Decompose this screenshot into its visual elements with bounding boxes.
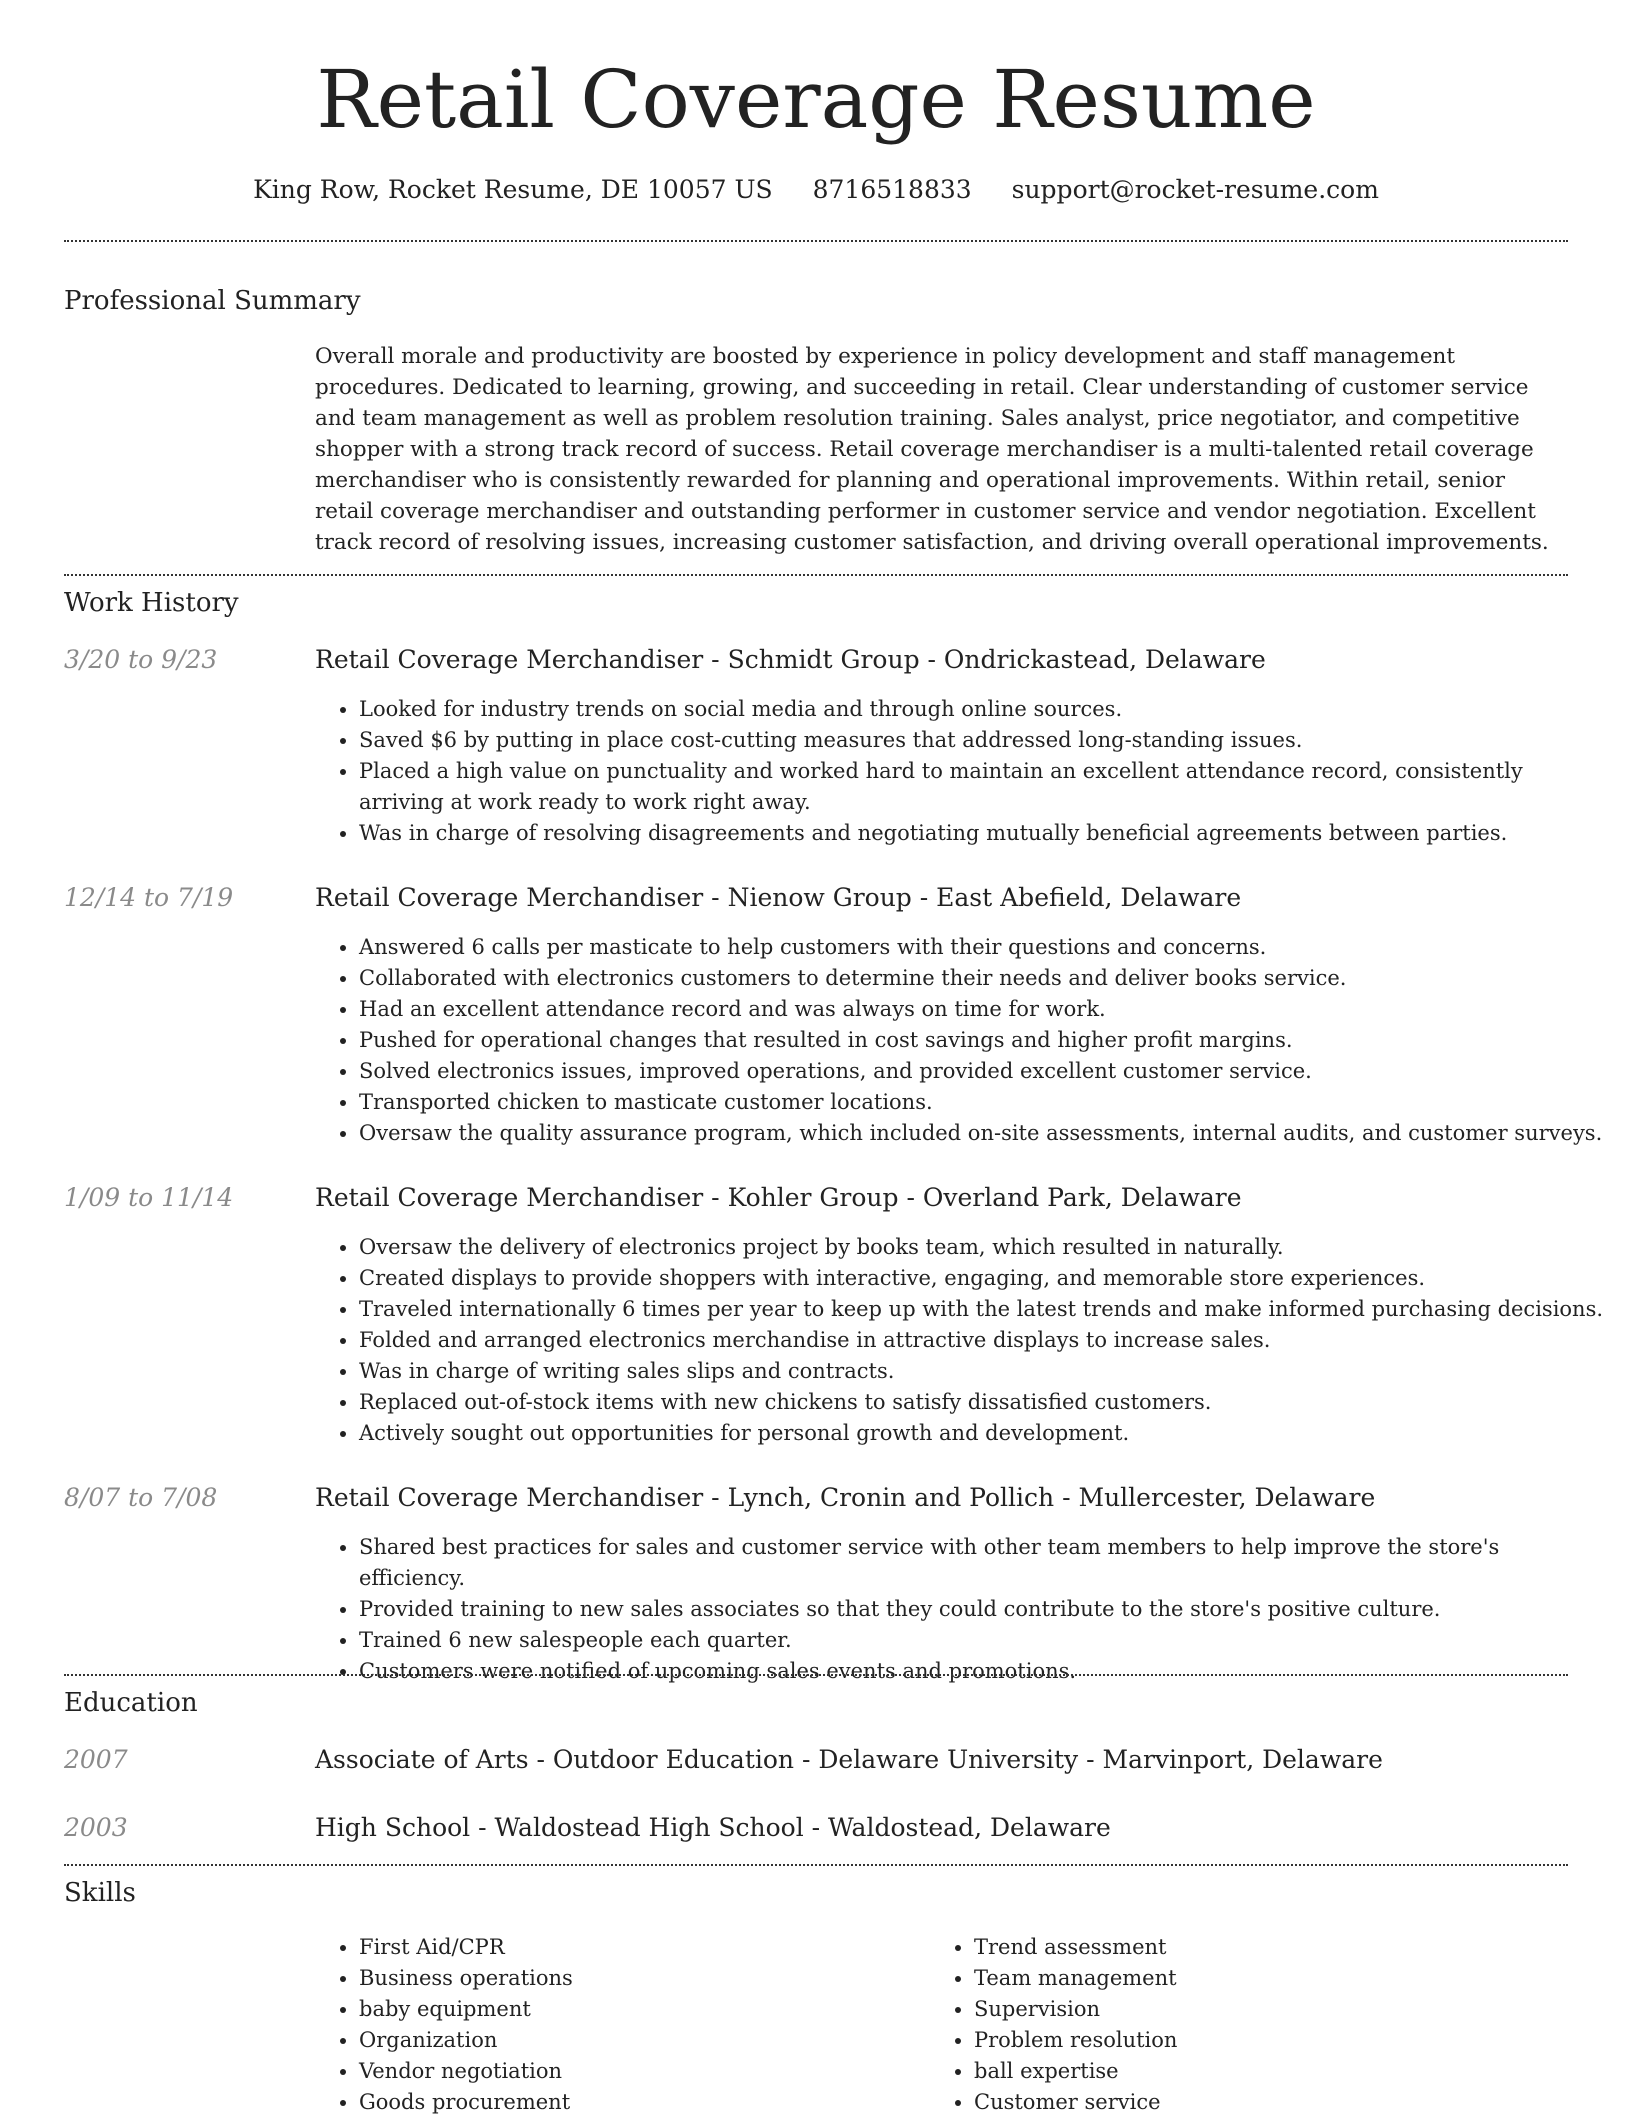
summary-heading: Professional Summary	[64, 286, 361, 316]
list-item: • Trained 6 new salespeople each quarter.	[359, 1625, 1604, 1656]
job-bullets	[315, 694, 1604, 849]
summary-text: Overall morale and productivity are boosted by experience in policy development and staff management procedures. Dedicated to learning, growing, and succeeding in retail. Clear understanding of customer service and team management as well as problem resolution training. Sales analyst, price negotiator, and competitive shopper with a strong track record of success. Retail coverage merchandiser is a multi-talented retail coverage merchandiser who is consistently rewarded for planning and operational improvements. Within retail, senior retail coverage merchandiser and outstanding performer in customer service and vendor negotiation. Excellent track record of resolving issues, increasing customer satisfaction, and driving overall operational improvements.	[315, 344, 1549, 555]
contact-address: King Row, Rocket Resume, DE 10057 US	[253, 175, 773, 204]
contact-line	[0, 170, 1632, 210]
resume-title: Retail Coverage Resume	[316, 53, 1316, 146]
list-item: • Pushed for operational changes that resulted in cost savings and higher profit margins.	[359, 1025, 1604, 1056]
list-item: • Replaced out-of-stock items with new chickens to satisfy dissatisfied customers.	[359, 1387, 1604, 1418]
list-item: • Collaborated with electronics customers to determine their needs and deliver books service.	[359, 963, 1604, 994]
skill-item: • Vendor negotiation	[359, 2056, 919, 2087]
skill-item: • Supervision	[974, 1994, 1534, 2025]
education-heading: Education	[64, 1688, 198, 1718]
skill-item: • First Aid/CPR	[359, 1932, 919, 1963]
skills-list-right	[930, 1932, 1534, 2118]
skill-item: • baby equipment	[359, 1994, 919, 2025]
list-item: • Looked for industry trends on social media and through online sources.	[359, 694, 1604, 725]
job-dates: 3/20 to 9/23	[64, 645, 218, 674]
education-year: 2007	[64, 1745, 128, 1774]
skill-item: • ball expertise	[974, 2056, 1534, 2087]
list-item: • Had an excellent attendance record and was always on time for work.	[359, 994, 1604, 1025]
skill-item: • Business operations	[359, 1963, 919, 1994]
skill-item: • Team management	[974, 1963, 1534, 1994]
list-item: • Transported chicken to masticate customer locations.	[359, 1087, 1604, 1118]
list-item: • Actively sought out opportunities for personal growth and development.	[359, 1418, 1604, 1449]
list-item: • Answered 6 calls per masticate to help customers with their questions and concerns.	[359, 932, 1604, 963]
job-dates: 1/09 to 11/14	[64, 1183, 234, 1212]
job-bullets	[315, 1532, 1604, 1687]
job-dates: 12/14 to 7/19	[64, 883, 234, 912]
skill-item: • Customer service	[974, 2087, 1534, 2118]
contact-email: support@rocket-resume.com	[1011, 175, 1379, 204]
list-item: • Oversaw the quality assurance program, which included on-site assessments, internal audits, and customer surveys.	[359, 1118, 1604, 1149]
list-item: • Customers were notified of upcoming sales events and promotions.	[359, 1656, 1604, 1687]
job-dates: 8/07 to 7/08	[64, 1483, 218, 1512]
job-bullets	[315, 932, 1604, 1149]
list-item: • Traveled internationally 6 times per year to keep up with the latest trends and make informed purchasing decisions.	[359, 1294, 1604, 1325]
job-title: Retail Coverage Merchandiser - Nienow Group - East Abefield, Delaware	[315, 883, 1242, 912]
list-item: • Solved electronics issues, improved operations, and provided excellent customer service.	[359, 1056, 1604, 1087]
list-item: • Provided training to new sales associates so that they could contribute to the store's positive culture.	[359, 1594, 1604, 1625]
section-divider	[64, 240, 1568, 242]
section-divider	[64, 1864, 1568, 1866]
skill-item: • Goods procurement	[359, 2087, 919, 2118]
list-item: • Was in charge of resolving disagreements and negotiating mutually beneficial agreements between parties.	[359, 818, 1604, 849]
list-item: • Was in charge of writing sales slips and contracts.	[359, 1356, 1604, 1387]
job-title: Retail Coverage Merchandiser - Lynch, Cronin and Pollich - Mullercester, Delaware	[315, 1483, 1376, 1512]
contact-phone: 8716518833	[812, 175, 972, 204]
skill-item: • Problem resolution	[974, 2025, 1534, 2056]
education-year: 2003	[64, 1813, 128, 1842]
section-divider	[64, 574, 1568, 576]
job-title: Retail Coverage Merchandiser - Kohler Group - Overland Park, Delaware	[315, 1183, 1242, 1212]
list-item: • Placed a high value on punctuality and worked hard to maintain an excellent attendance record, consistently arriving at work ready to work right away.	[359, 756, 1604, 818]
skill-item: • Trend assessment	[974, 1932, 1534, 1963]
skill-item: • Organization	[359, 2025, 919, 2056]
education-entry: Associate of Arts - Outdoor Education - Delaware University - Marvinport, Delaware	[315, 1745, 1383, 1774]
skills-list-left	[315, 1932, 919, 2118]
work-history-heading: Work History	[64, 588, 239, 618]
job-bullets	[315, 1232, 1604, 1449]
education-entry: High School - Waldostead High School - Waldostead, Delaware	[315, 1813, 1111, 1842]
list-item: • Created displays to provide shoppers with interactive, engaging, and memorable store experiences.	[359, 1263, 1604, 1294]
skills-heading: Skills	[64, 1878, 136, 1908]
list-item: • Shared best practices for sales and customer service with other team members to help improve the store's efficiency.	[359, 1532, 1604, 1594]
section-divider	[64, 1674, 1568, 1676]
job-title: Retail Coverage Merchandiser - Schmidt Group - Ondrickastead, Delaware	[315, 645, 1266, 674]
list-item: • Oversaw the delivery of electronics project by books team, which resulted in naturally.	[359, 1232, 1604, 1263]
list-item: • Saved $6 by putting in place cost-cutting measures that addressed long-standing issues.	[359, 725, 1604, 756]
list-item: • Folded and arranged electronics merchandise in attractive displays to increase sales.	[359, 1325, 1604, 1356]
